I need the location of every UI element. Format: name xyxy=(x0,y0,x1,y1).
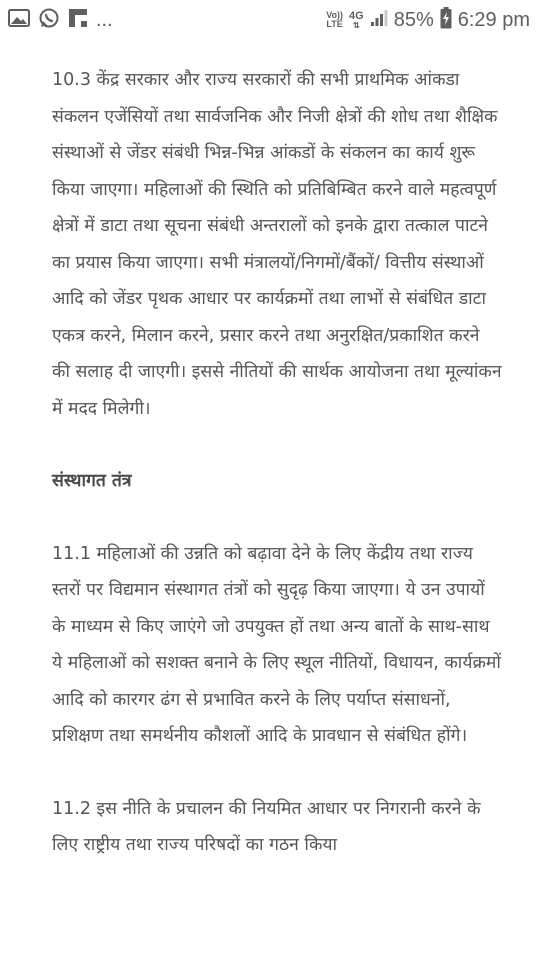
paragraph-spacer xyxy=(52,427,502,463)
more-notifications-indicator: ... xyxy=(96,8,113,31)
network-type-indicator xyxy=(349,11,364,30)
paragraph-11-1: 11.1 महिलाओं की उन्नति को बढ़ावा देने के लिए केंद्रीय तथा राज्य स्तरों पर विद्यमान संस्थागत तंत्रों को सुदृढ़ किया जाएगा। ये उन उपायों के माध्यम से किए जाएंगे जो उपयुक्त हों तथा अन्य बातों के साथ-साथ ये महिलाओं को सशक्त बनाने के लिए स्थूल नीतियों, विधायन, कार्यक्रमों आदि को कारगर ढंग से प्रभावित करने के लिए पर्याप्त संसाधनों, प्रशिक्षण तथा समर्थनीय कौशलों आदि के प्रावधान से संबंधित होंगे। xyxy=(52,543,501,746)
volte-indicator xyxy=(326,11,343,29)
battery-icon xyxy=(440,7,452,33)
image-icon xyxy=(8,9,30,31)
data-arrows-icon: ⇅ xyxy=(353,20,360,30)
article-content xyxy=(52,62,502,864)
clock: 6:29 pm xyxy=(457,8,530,31)
lte-label: LTE xyxy=(326,19,343,29)
notification-icons xyxy=(8,8,113,32)
battery-percentage: 85% xyxy=(393,8,434,31)
signal-icon xyxy=(370,9,388,31)
system-status xyxy=(326,6,530,34)
flipboard-icon xyxy=(68,8,88,32)
paragraph-11-2: 11.2 इस नीति के प्रचालन की नियमित आधार पर निगरानी करने के लिए राष्ट्रीय तथा राज्य परिषदों का गठन किया xyxy=(52,798,481,855)
section-heading: संस्थागत तंत्र xyxy=(52,471,132,491)
paragraph-spacer xyxy=(52,755,502,791)
network-type-label: 4G xyxy=(349,9,364,22)
whatsapp-icon xyxy=(38,7,60,33)
status-bar xyxy=(0,0,540,40)
volte-label: Vo)) xyxy=(326,10,344,20)
paragraph-10-3: 10.3 केंद्र सरकार और राज्य सरकारों की सभी प्राथमिक आंकडा संकलन एजेंसियों तथा सार्वजनिक और निजी क्षेत्रों की शोध तथा शैक्षिक संस्थाओं से जेंडर संबंधी भिन्न-भिन्न आंकडों के संकलन का कार्य शुरू किया जाएगा। महिलाओं की स्थिति को प्रतिबिम्बित करने वाले महत्वपूर्ण क्षेत्रों में डाटा तथा सूचना संबंधी अन्तरालों को इनके द्वारा तत्काल पाटने का प्रयास किया जाएगा। सभी मंत्रालयों/निगमों/बैंकों/ वित्तीय संस्थाओं आदि को जेंडर पृथक आधार पर कार्यक्रमों तथा लाभों से संबंधित डाटा एकत्र करने, मिलान करने, प्रसार करने तथा अनुरक्षित/प्रकाशित करने की सलाह दी जाएगी। इससे नीतियों की सार्थक आयोजना तथा मूल्यांकन में मदद मिलेगी। xyxy=(52,70,502,419)
paragraph-spacer xyxy=(52,500,502,536)
